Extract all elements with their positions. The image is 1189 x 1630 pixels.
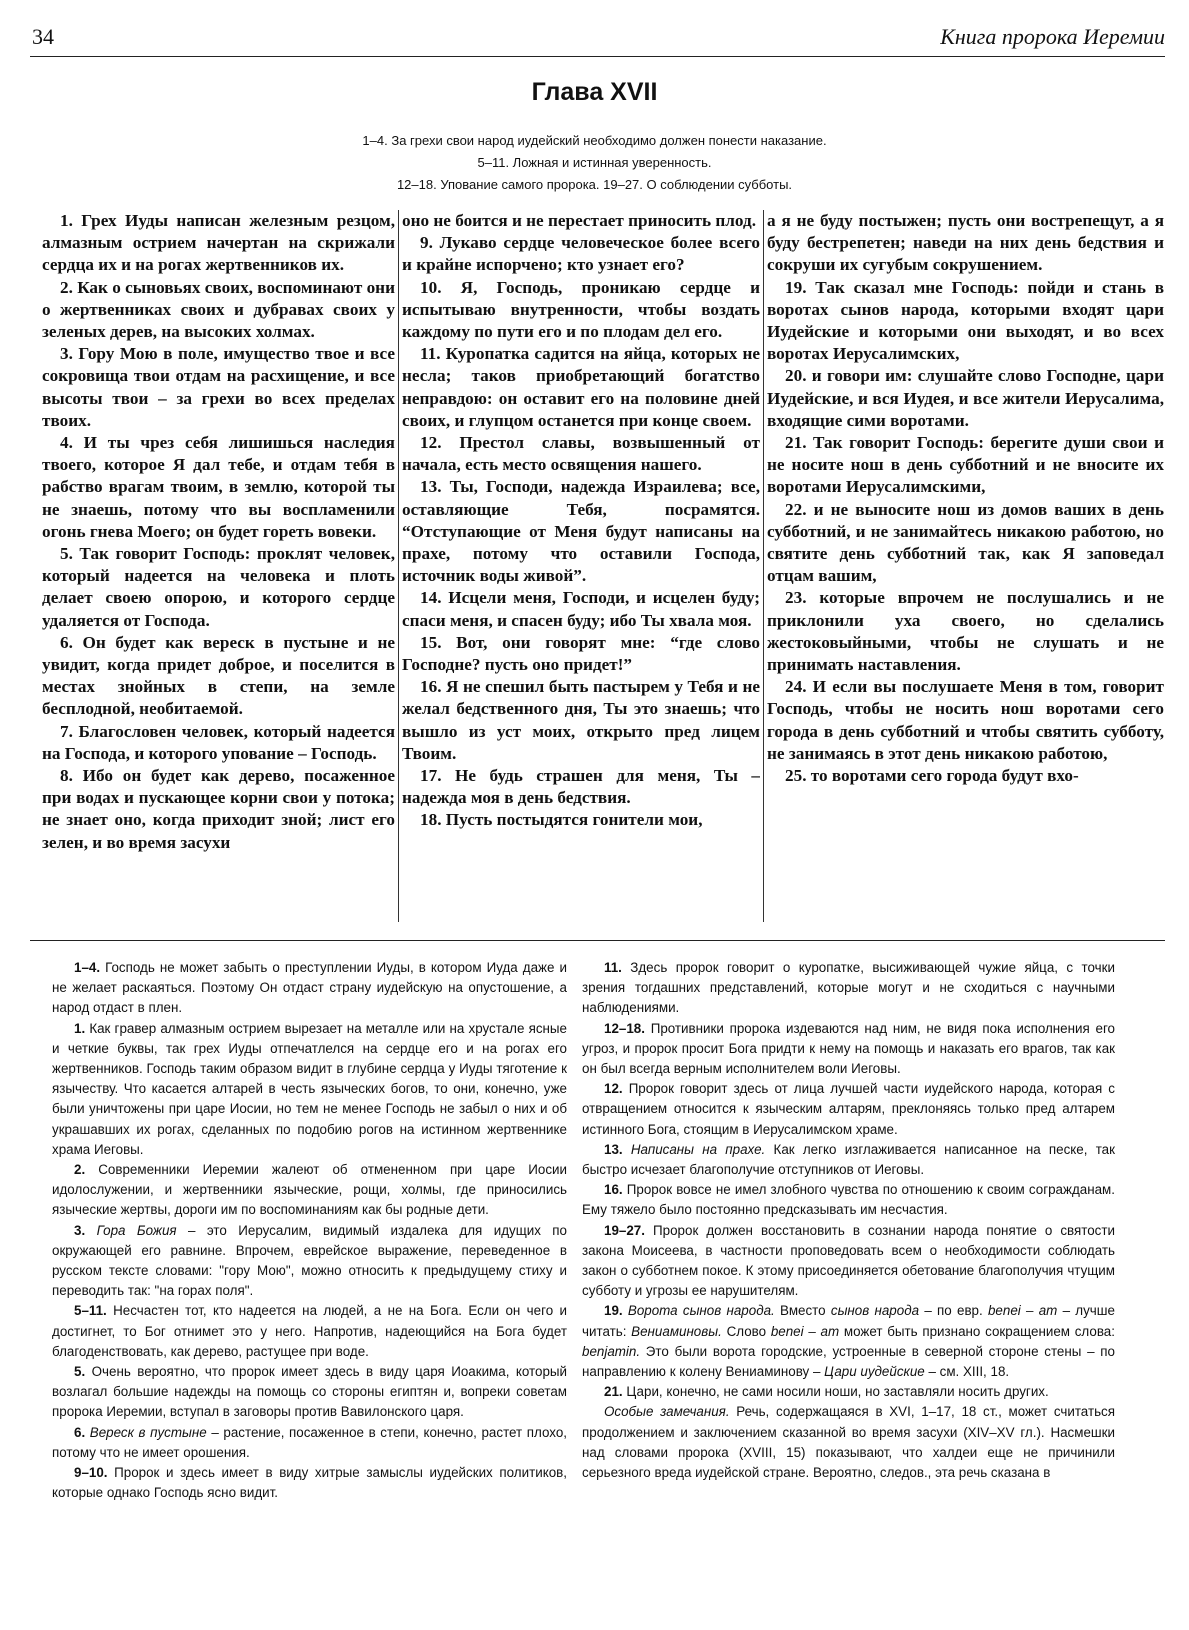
note-reference: 5–11.: [74, 1303, 114, 1319]
verse: 19. Так сказал мне Господь: пойди и стань в воротах сынов народа, которыми входят цари Иудейские и которыми они выходят, и во всех воротах Иерусалимских,: [767, 277, 1164, 364]
text-column-1: [42, 210, 395, 932]
note-text: Как легко изглаживается написанное на песке, так быстро исчезает благополучие отступников от Иеговы.: [582, 1141, 1115, 1178]
verse: 21. Так говорит Господь: берегите души свои и не носите нош в день субботний и не вносите их воротами Иерусалимскими,: [767, 433, 1164, 497]
quoted-term: benei – am: [987, 1303, 1058, 1319]
verse: 22. и не выносите нош из домов ваших в день субботний, и не занимайтесь никакою работою, но святите день субботний так, как Я заповедал отцам вашим,: [767, 499, 1164, 586]
note-text: Противники пророка издеваются над ним, не видя пока исполнения его угроз, и пророк просит Бога придти к нему на помощь и наказать его врагов, так как он был всегда верным исполнителем воли Иеговы.: [582, 1020, 1115, 1077]
note-reference: 19.: [604, 1303, 628, 1319]
verse: 20. и говори им: слушайте слово Господне, цари Иудейские, и вся Иудея, и все жители Иерусалима, входящие сими воротами.: [767, 366, 1164, 430]
verse: 13. Ты, Господи, надежда Израилева; все, оставляющие Тебя, посрамятся. “Отступающие от Меня будут написаны на прахе, потому что оставили Господа, источник воды живой”.: [402, 477, 760, 586]
chapter-summary: [0, 130, 1189, 196]
commentary-note: [52, 1423, 567, 1463]
note-reference: 13.: [604, 1141, 631, 1157]
note-text: Вместо: [774, 1303, 831, 1319]
commentary-column-2: [582, 958, 1115, 1618]
commentary-note: [582, 1180, 1115, 1220]
note-reference: 16.: [604, 1182, 627, 1198]
verse: 17. Не будь страшен для меня, Ты – надежда моя в день бедствия.: [402, 766, 760, 808]
note-text: – растение, посаженное в степи, конечно, растет плохо, потому что не имеет орошения.: [52, 1424, 567, 1460]
commentary-note: [52, 958, 567, 1019]
text-column-3: [767, 210, 1164, 932]
quoted-term: Написаны на прахе.: [630, 1141, 766, 1157]
verse: 9. Лукаво сердце человеческое более всего и крайне испорчено; кто узнает его?: [402, 233, 760, 275]
footnote-separator: [30, 940, 1165, 941]
quoted-term: benei – am: [770, 1323, 840, 1339]
verse: 7. Благословен человек, который надеется на Господа, и которого упование – Господь.: [42, 721, 395, 763]
scripture-text: [42, 210, 1164, 932]
commentary-note: [52, 1301, 567, 1362]
quoted-term: Ворота сынов народа.: [627, 1303, 775, 1319]
note-text: Господь не может забыть о преступлении Иуды, в котором Иуда даже и не желает раскаяться. Поэтому Он отдаст страну иудейскую на опустошение, а народ отдаст в плен.: [52, 960, 567, 1016]
commentary-note: [582, 1301, 1115, 1382]
commentary-note: [582, 1402, 1115, 1483]
note-reference: 2.: [74, 1162, 99, 1178]
commentary-note: [582, 1140, 1115, 1180]
commentary-note: [582, 1079, 1115, 1140]
note-text: может быть признано сокращением слова:: [839, 1323, 1115, 1339]
verse: 14. Исцели меня, Господи, и исцелен буду; спаси меня, и спасен буду; ибо Ты хвала моя.: [402, 588, 760, 630]
note-reference: 3.: [74, 1222, 97, 1238]
note-reference: 1–4.: [74, 960, 106, 975]
verse: 24. И если вы послушаете Меня в том, говорит Господь, чтобы не носить нош воротами сего города в день субботний и чтобы святить субботу, не занимаясь в этот день никакою работою,: [767, 677, 1164, 763]
note-text: Слово: [721, 1323, 771, 1339]
verse: оно не боится и не перестает приносить плод.: [402, 211, 757, 230]
page-header: [30, 22, 1165, 57]
summary-line: 1–4. За грехи свои народ иудейский необходимо должен понести наказание.: [362, 133, 827, 148]
chapter-title: Глава XVII: [531, 78, 658, 106]
commentary-note: [52, 1160, 567, 1221]
quoted-term: сынов народа: [830, 1303, 920, 1319]
commentary-note: [52, 1019, 567, 1160]
note-text: Пророк должен восстановить в сознании народа понятие о святости закона Моисеева, в частности проповедовать всем о необходимости соблюдать закон о субботнем покое. К этому присоединяется обетование благополучия чтущим субботу и угрозы ее нарушителям.: [582, 1222, 1115, 1299]
verse: 5. Так говорит Господь: проклят человек, который надеется на человека и плоть делает своею опорою, и которого сердце удаляется от Господа.: [42, 544, 395, 630]
commentary-note: [52, 1221, 567, 1302]
note-text: Как гравер алмазным острием вырезает на металле или на хрустале ясные и четкие буквы, так грех Иуды отпечатлелся на сердце его и на рогах его жертвенников. Господь таким образом видит в глубине сердца у Иуды тяготение к язычеству. Что касается алтарей в честь языческих богов, то они, конечно, уже были уничтожены при царе Иосии, но тем не менее Господь не забыл о них и об украшавших их рогах, сделанных по подобию рогов на истинном жертвеннике храма Иеговы.: [52, 1020, 567, 1157]
quoted-term: Особые замечания.: [604, 1404, 730, 1420]
verse: а я не буду постыжен; пусть они вострепещут, а я буду бестрепетен; наведи на них день бедствия и сокруши их сугубым сокрушением.: [767, 211, 1164, 275]
quoted-term: benjamin.: [582, 1343, 641, 1359]
note-text: Цари, конечно, не сами носили ноши, но заставляли носить других.: [626, 1384, 1049, 1400]
note-reference: 21.: [604, 1384, 627, 1400]
note-reference: 9–10.: [74, 1465, 115, 1481]
commentary-column-1: [52, 958, 567, 1618]
note-text: Пророк и здесь имеет в виду хитрые замыслы иудейских политиков, которые однако Господь ясно видит.: [52, 1465, 567, 1501]
summary-line: 5–11. Ложная и истинная уверенность.: [477, 155, 712, 170]
verse: 4. И ты чрез себя лишишься наследия твоего, которое Я дал тебе, и отдам тебя в рабство врагам твоим, в землю, которой ты не знаешь, потому что вы воспламенили огонь гнева Моего; он будет гореть вовеки.: [42, 433, 395, 541]
note-text: Современники Иеремии жалеют об отмененном при царе Иосии идолослужении, и жертвенники языческие, рощи, холмы, где приносились языческие жертвы, дороги им по воспоминаниям как бы родные дети.: [52, 1162, 567, 1218]
verse: 8. Ибо он будет как дерево, посаженное при водах и пускающее корни свои у потока; не знает оно, когда приходит зной; лист его зелен, и во время засухи: [42, 766, 395, 852]
note-text: – по евр.: [919, 1303, 988, 1319]
note-reference: 1.: [74, 1020, 90, 1036]
note-reference: 6.: [74, 1424, 90, 1440]
note-reference: 19–27.: [604, 1222, 654, 1238]
note-text: – это Иерусалим, видимый издалека для идущих по окружающей его равнине. Впрочем, еврейское выражение, переведенное в русском тексте словами: "гору Мою", можно относить к предыдущему стиху и переводить так: "на горах поля".: [52, 1222, 567, 1299]
summary-line: 12–18. Упование самого пророка. 19–27. О соблюдении субботы.: [396, 177, 793, 192]
text-column-2: [402, 210, 760, 932]
note-reference: 12.: [604, 1081, 629, 1097]
verse: 16. Я не спешил быть пастырем у Тебя и не желал бедственного дня, Ты это знаешь; что вышло из уст моих, открыто пред лицем Твоим.: [402, 677, 760, 763]
page-number: 34: [32, 24, 54, 49]
column-divider: [398, 210, 399, 922]
commentary-note: [52, 1362, 567, 1423]
quoted-term: Вереск в пустыне: [89, 1424, 207, 1440]
note-text: Несчастен тот, кто надеется на людей, а не на Бога. Если он чего и достигнет, то Бог отнимет это у него. Напротив, надеющийся на Бога будет благоденствовать, как дерево, растущее при воде.: [52, 1303, 567, 1359]
verse: 12. Престол славы, возвышенный от начала, есть место освящения нашего.: [402, 433, 760, 475]
commentary-note: [582, 1221, 1115, 1302]
verse: 15. Вот, они говорят мне: “где слово Господне? пусть оно придет!”: [402, 632, 760, 675]
note-text: Пророк говорит здесь от лица лучшей части иудейского народа, которая с отвращением относится к языческим алтарям, преклоняясь только пред алтарем истинного Бога, стоящим в Иерусалимском храме.: [582, 1081, 1115, 1137]
note-text: Это были ворота городские, устроенные в северной стороне стены – по направлению к колену Вениаминову –: [582, 1343, 1115, 1380]
running-title: Книга пророка Иеремии: [940, 24, 1165, 49]
commentary-note: [582, 958, 1115, 1019]
verse: 2. Как о сыновьях своих, воспоминают они о жертвенниках своих и дубравах своих у зеленых дерев, на высоких холмах.: [42, 277, 395, 342]
verse: 6. Он будет как вереск в пустыне и не увидит, когда придет доброе, и поселится в местах знойных в степи, на земле бесплодной, необитаемой.: [42, 632, 395, 719]
verse: 1. Грех Иуды написан железным резцом, алмазным острием начертан на скрижали сердца их и на рогах жертвенников их.: [42, 211, 395, 275]
verse: 23. которые впрочем не послушались и не приклонили уха своего, но сделались жестоковыйными, чтобы не слушать и не принимать наставления.: [767, 588, 1164, 675]
commentary-note: [52, 1463, 567, 1503]
note-text: – лучше читать:: [582, 1303, 1115, 1339]
quoted-term: Вениаминовы.: [631, 1323, 722, 1339]
note-text: Очень вероятно, что пророк имеет здесь в виду царя Иоакима, который возлагал большие надежды на помощь со стороны египтян и, вопреки советам пророка Иеремии, вступал в заговоры против Вавилонского царя.: [52, 1364, 567, 1420]
note-text: – см. XIII, 18.: [924, 1364, 1010, 1380]
note-text: Здесь пророк говорит о куропатке, высиживающей чужие яйца, с точки зрения тогдашних представлений, которые могут и не сходиться с научными наблюдениями.: [582, 960, 1115, 1016]
verse: 3. Гору Мою в поле, имущество твое и все сокровища твои отдам на расхищение, и все высоты твои – за грехи во всех пределах твоих.: [42, 344, 395, 430]
note-text: Речь, содержащаяся в XVI, 1–17, 18 ст., может считаться продолжением и заключением сказанной во время засухи (XIV–XV гл.). Насмешки над словами пророка (XVIII, 15) показывают, что халдеи еще не причинили серьезного вреда иудейской стране. Вероятно, следов., эта речь сказана в: [582, 1404, 1115, 1481]
commentary-note: [582, 1382, 1115, 1402]
quoted-term: Гора Божия: [96, 1222, 177, 1238]
note-reference: 5.: [74, 1364, 92, 1380]
column-divider: [763, 210, 764, 922]
note-reference: 11.: [604, 960, 631, 975]
verse: 10. Я, Господь, проникаю сердце и испытываю внутренности, чтобы воздать каждому по пути его и по плодам дел его.: [402, 277, 760, 342]
note-reference: 12–18.: [604, 1020, 651, 1036]
commentary-note: [582, 1019, 1115, 1080]
note-text: Пророк вовсе не имел злобного чувства по отношению к своим согражданам. Ему тяжело было постоянно предсказывать им несчастия.: [582, 1182, 1115, 1218]
verse: 11. Куропатка садится на яйца, которых не несла; таков приобретающий богатство неправдою: он оставит его на половине дней своих, и глупцом останется при конце своем.: [402, 344, 760, 430]
quoted-term: Цари иудейские: [824, 1364, 925, 1380]
verse: 18. Пусть постыдятся гонители мои,: [420, 810, 703, 830]
verse: 25. то воротами сего города будут вхо-: [785, 766, 1079, 786]
